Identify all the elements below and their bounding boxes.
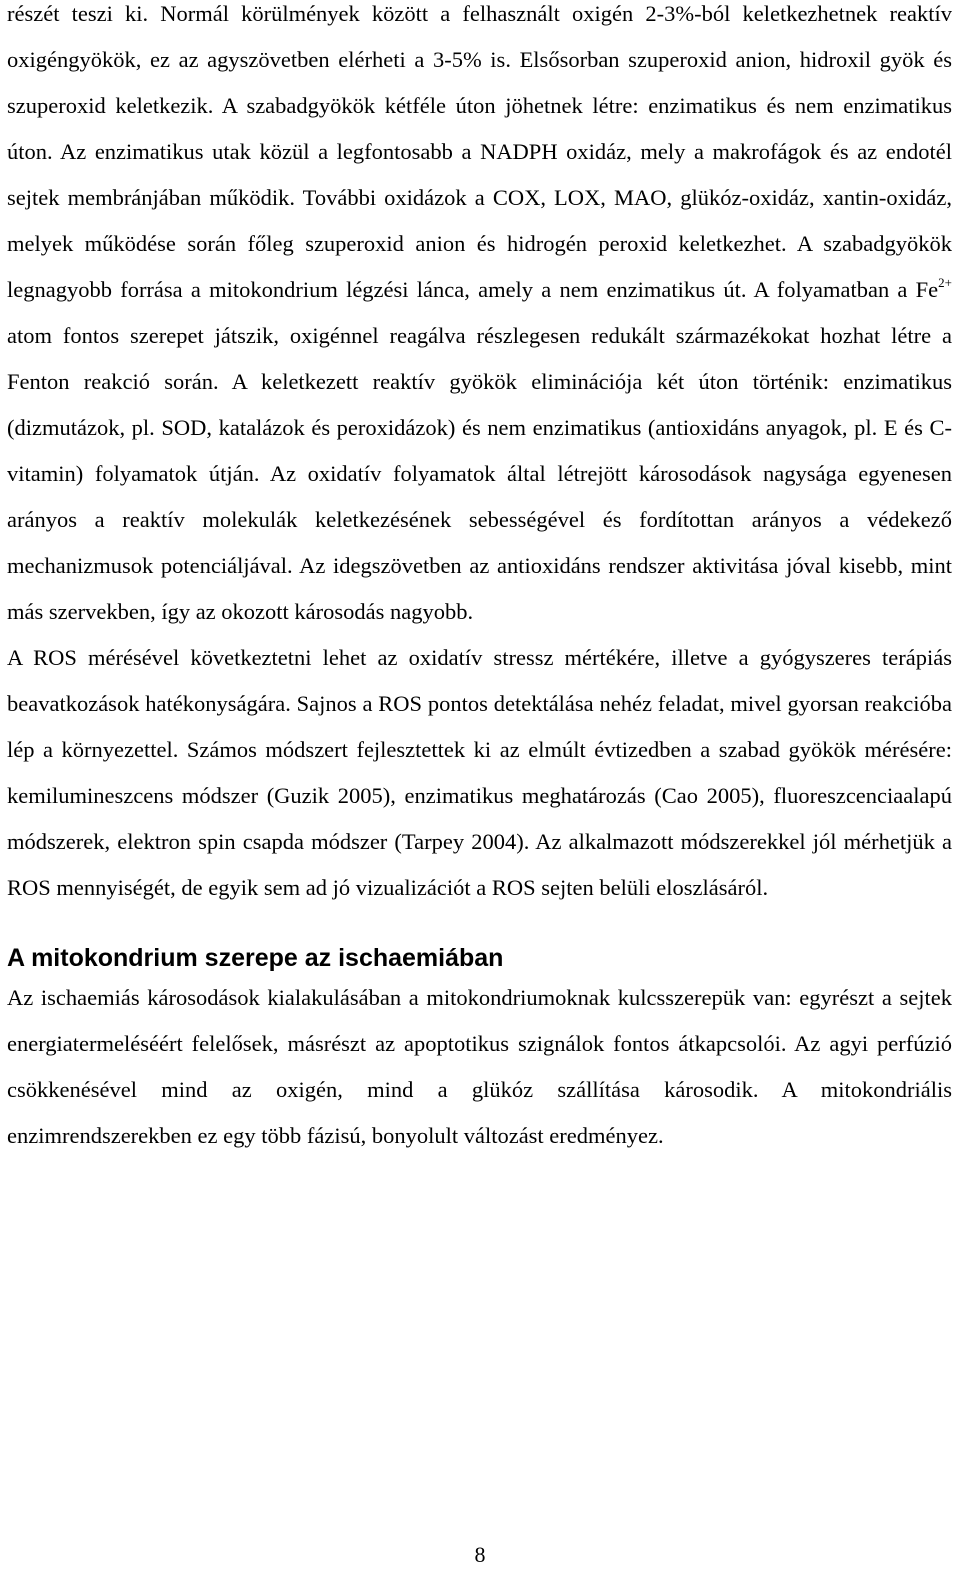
superscript-charge: 2+ [938,275,952,290]
paragraph-text: részét teszi ki. Normál körülmények között a felhasznált oxigén 2-3%-ból keletkezhetnek reaktív oxigéngyökök, ez az agyszövetben elérheti a 3-5% is. Elsősorban szuperoxid anion, hidroxil gyök és szuperoxid keletkezik. A szabadgyökök kétféle úton jöhetnek létre: enzimatikus és nem enzimatikus úton. Az enzimatikus utak közül a legfontosabb a NADPH oxidáz, mely a makrofágok és az endotél sejtek membránjában működik. További oxidázok a COX, LOX, MAO, glükóz-oxidáz, xantin-oxidáz, melyek működése során főleg szuperoxid anion és hidrogén peroxid keletkezhet. A szabadgyökök legnagyobb forrása a mitokondrium légzési lánca, amely a nem enzimatikus út. A folyamatban a Fe [7,1,952,302]
paragraph-mitochondria: Az ischaemiás károsodások kialakulásában a mitokondriumoknak kulcsszerepük van: egyrészt a sejtek energiatermeléséért felelősek, másrészt az apoptotikus szignálok fontos átkapcsolói. Az agyi perfúzió csökkenésével mind az oxigén, mind a glükóz szállítása károsodik. A mitokondriális enzimrendszerekben ez egy több fázisú, bonyolult változást eredményez. [7,985,952,1148]
section-heading: A mitokondrium szerepe az ischaemiában [7,944,504,972]
document-page [7,0,952,1159]
paragraph-ros-sources [7,0,952,635]
paragraph-text: atom fontos szerepet játszik, oxigénnel reagálva részlegesen redukált származékokat hozhat létre a Fenton reakció során. A keletkezett reaktív gyökök eliminációja két úton történik: enzimatikus (dizmutázok, pl. SOD, katalázok és peroxidázok) és nem enzimatikus (antioxidáns anyagok, pl. E és C-vitamin) folyamatok útján. Az oxidatív folyamatok által létrejött károsodások nagysága egyenesen arányos a reaktív molekulák keletkezésének sebességével és fordítottan arányos a védekező mechanizmusok potenciáljával. Az idegszövetben az antioxidáns rendszer aktivitása jóval kisebb, mint más szervekben, így az okozott károsodás nagyobb. [7,323,952,624]
page-number: 8 [474,1542,486,1567]
paragraph-ros-measurement: A ROS mérésével következtetni lehet az oxidatív stressz mértékére, illetve a gyógyszeres terápiás beavatkozások hatékonyságára. Sajnos a ROS pontos detektálása nehéz feladat, mivel gyorsan reakcióba lép a környezettel. Számos módszert fejlesztettek ki az elmúlt évtizedben a szabad gyökök mérésére: kemilumineszcens módszer (Guzik 2005), enzimatikus meghatározás (Cao 2005), fluoreszcenciaalapú módszerek, elektron spin csapda módszer (Tarpey 2004). Az alkalmazott módszerekkel jól mérhetjük a ROS mennyiségét, de egyik sem ad jó vizualizációt a ROS sejten belüli eloszlásáról. [7,645,952,900]
